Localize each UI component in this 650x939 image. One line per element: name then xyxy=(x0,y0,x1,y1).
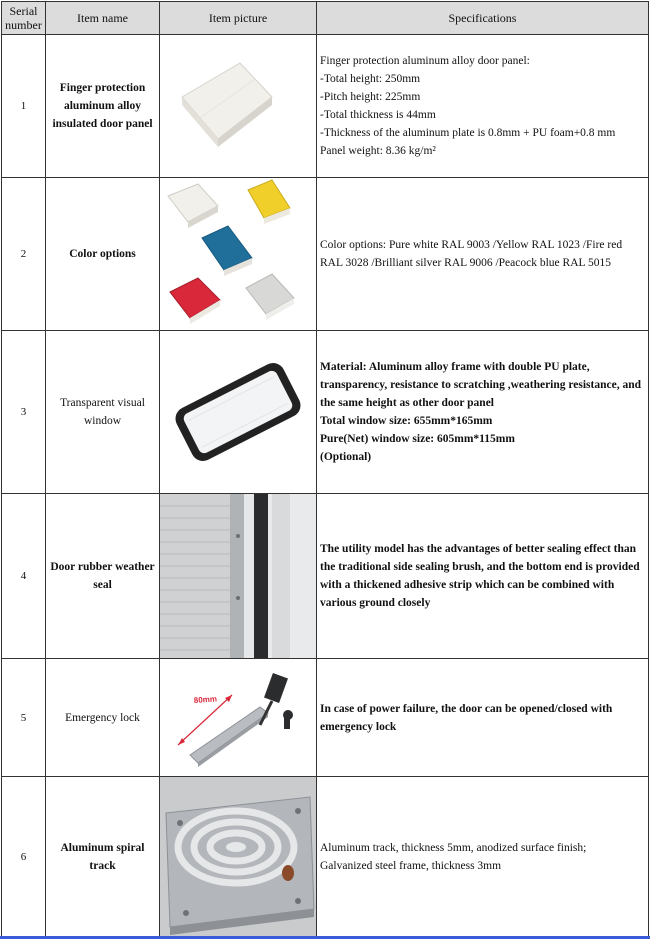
spec-table xyxy=(1,1,649,937)
lock-dimension-label: 80mm xyxy=(193,694,218,705)
table-row xyxy=(2,777,649,937)
header-item-picture: Item picture xyxy=(160,2,317,35)
specifications-cell xyxy=(317,331,649,494)
color-samples-image xyxy=(160,178,317,331)
table-row xyxy=(2,35,649,178)
header-item-name: Item name xyxy=(46,2,160,35)
spec-line: (Optional) xyxy=(320,451,372,463)
door-panel-image xyxy=(160,35,317,178)
specifications-cell xyxy=(317,777,649,937)
item-name-cell: Door rubber weather seal xyxy=(46,494,160,659)
specifications-cell xyxy=(317,35,649,178)
header-specifications: Specifications xyxy=(317,2,649,35)
serial-cell: 3 xyxy=(2,331,46,494)
spec-line: Aluminum track, thickness 5mm, anodized surface finish; xyxy=(320,841,587,854)
emergency-lock-image xyxy=(160,659,317,777)
specifications-cell xyxy=(317,659,649,777)
item-name-cell: Emergency lock xyxy=(46,659,160,777)
table-row xyxy=(2,178,649,331)
spec-line: Total window size: 655mm*165mm xyxy=(320,415,493,427)
spec-line: Galvanized steel frame, thickness 3mm xyxy=(320,859,502,872)
specifications-cell xyxy=(317,178,649,331)
spec-line: In case of power failure, the door can be opened/closed with emergency lock xyxy=(320,702,613,733)
spec-line: Color options: Pure white RAL 9003 /Yellow RAL 1023 /Fire red RAL 3028 /Brilliant silver RAL 9006 /Peacock blue RAL 5015 xyxy=(320,239,623,269)
window-frame-image xyxy=(160,331,317,494)
item-name-cell: Transparent visual window xyxy=(46,331,160,494)
serial-cell: 5 xyxy=(2,659,46,777)
specifications-cell xyxy=(317,494,649,659)
serial-cell: 2 xyxy=(2,178,46,331)
serial-cell: 6 xyxy=(2,777,46,937)
spiral-track-image xyxy=(160,777,317,937)
item-name-cell: Finger protection aluminum alloy insulated door panel xyxy=(46,35,160,178)
spec-line: -Pitch height: 225mm xyxy=(320,91,421,103)
table-row xyxy=(2,331,649,494)
header-row xyxy=(2,2,649,35)
spec-line: Finger protection aluminum alloy door panel: xyxy=(320,55,530,67)
weather-seal-image xyxy=(160,494,317,659)
serial-cell: 4 xyxy=(2,494,46,659)
spec-line: Material: Aluminum alloy frame with double PU plate, transparency, resistance to scratching ,weathering resistance, and the same height as other door panel xyxy=(320,361,642,409)
spec-line: -Total height: 250mm xyxy=(320,73,421,85)
table-row xyxy=(2,494,649,659)
spec-line: -Total thickness is 44mm xyxy=(320,109,436,121)
spec-line: Pure(Net) window size: 605mm*115mm xyxy=(320,433,515,445)
table-row xyxy=(2,659,649,777)
spec-line: The utility model has the advantages of better sealing effect than the traditional side sealing brush, and the bottom end is provided with a thickened adhesive strip which can be combined with various ground closely xyxy=(320,543,640,609)
spec-line: Panel weight: 8.36 kg/m² xyxy=(320,145,436,157)
item-name-cell: Color options xyxy=(46,178,160,331)
serial-cell: 1 xyxy=(2,35,46,178)
item-name-cell: Aluminum spiral track xyxy=(46,777,160,937)
header-serial: Serial number xyxy=(2,2,46,35)
spec-line: -Thickness of the aluminum plate is 0.8mm + PU foam+0.8 mm xyxy=(320,127,616,139)
